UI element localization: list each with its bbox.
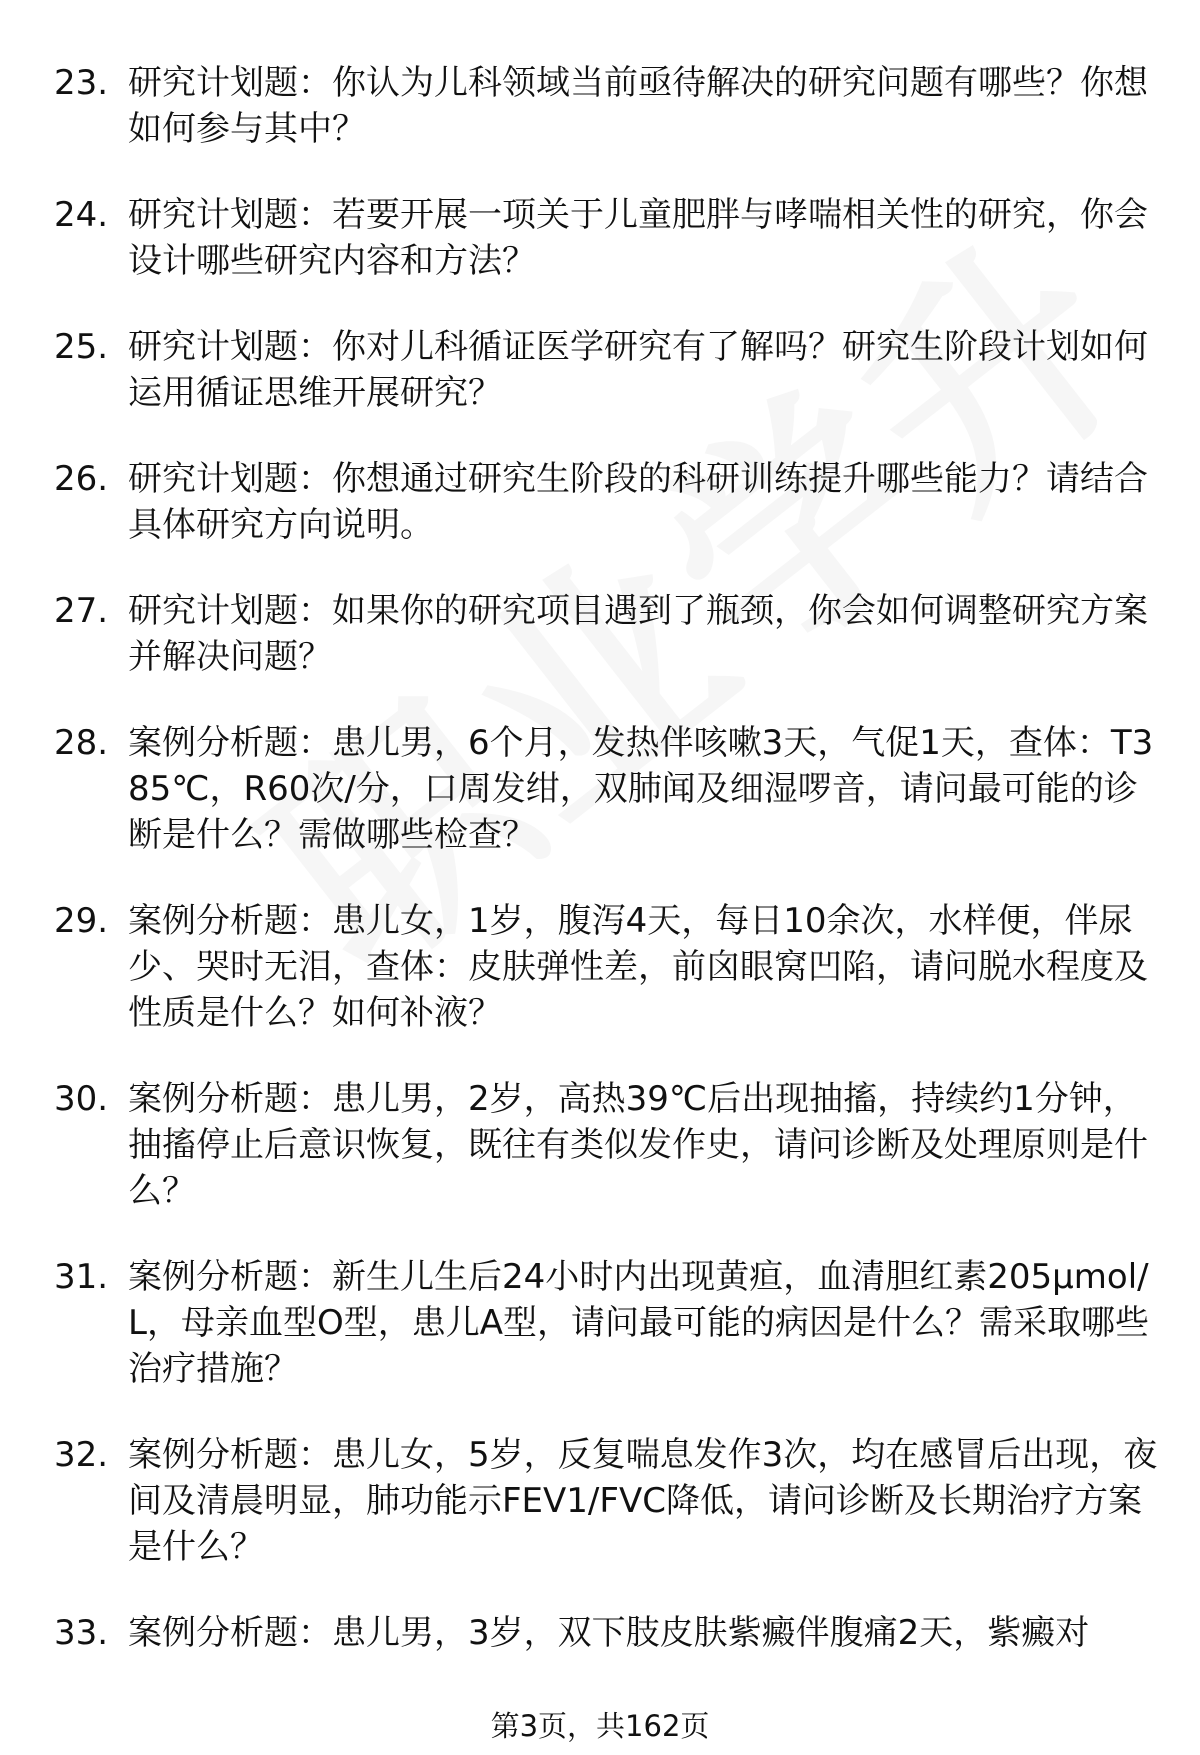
question-text: 案例分析题：患儿男，6个月，发热伴咳嗽3天，气促1天，查体：T385℃，R60次/分，口周发绀，双肺闻及细湿啰音，请问最可能的诊断是什么？需做哪些检查？: [128, 723, 1154, 855]
question-number: 26.: [54, 459, 109, 499]
question-item: [0, 324, 1200, 416]
question-number: 31.: [54, 1257, 109, 1297]
question-text: 研究计划题：若要开展一项关于儿童肥胖与哮喘相关性的研究，你会设计哪些研究内容和方法？: [128, 195, 1148, 281]
question-number: 27.: [54, 591, 109, 631]
question-item: [0, 456, 1200, 548]
question-text: 案例分析题：患儿女，1岁，腹泻4天，每日10余次，水样便，伴尿少、哭时无泪，查体：皮肤弹性差，前囟眼窝凹陷，请问脱水程度及性质是什么？如何补液？: [128, 901, 1148, 1033]
question-text: 案例分析题：新生儿生后24小时内出现黄疸，血清胆红素205μmol/L，母亲血型O型，患儿A型，请问最可能的病因是什么？需采取哪些治疗措施？: [128, 1257, 1149, 1389]
question-list: [0, 60, 1200, 1720]
question-text: 案例分析题：患儿女，5岁，反复喘息发作3次，均在感冒后出现，夜间及清晨明显，肺功能示FEV1/FVC降低，请问诊断及长期治疗方案是什么？: [128, 1435, 1158, 1567]
question-text: 研究计划题：你想通过研究生阶段的科研训练提升哪些能力？请结合具体研究方向说明。: [128, 459, 1148, 545]
question-number: 29.: [54, 901, 109, 941]
question-text: 研究计划题：你认为儿科领域当前亟待解决的研究问题有哪些？你想如何参与其中？: [128, 63, 1148, 149]
question-item: [0, 192, 1200, 284]
question-number: 23.: [54, 63, 109, 103]
question-text: 案例分析题：患儿男，3岁，双下肢皮肤紫癜伴腹痛2天，紫癜对: [128, 1613, 1090, 1653]
question-item: [0, 898, 1200, 1036]
question-item: [0, 1432, 1200, 1570]
question-item: [0, 1610, 1200, 1656]
question-item: [0, 60, 1200, 152]
page-number-footer: 第3页，共162页: [490, 1709, 710, 1743]
question-item: [0, 1076, 1200, 1214]
question-text: 研究计划题：如果你的研究项目遇到了瓶颈，你会如何调整研究方案并解决问题？: [128, 591, 1148, 677]
question-number: 30.: [54, 1079, 109, 1119]
question-item: [0, 1254, 1200, 1392]
question-number: 32.: [54, 1435, 109, 1475]
question-number: 25.: [54, 327, 109, 367]
question-item: [0, 720, 1200, 858]
question-number: 33.: [54, 1613, 109, 1653]
question-text: 研究计划题：你对儿科循证医学研究有了解吗？研究生阶段计划如何运用循证思维开展研究？: [128, 327, 1148, 413]
question-item: [0, 588, 1200, 680]
question-text: 案例分析题：患儿男，2岁，高热39℃后出现抽搐，持续约1分钟，抽搐停止后意识恢复，既往有类似发作史，请问诊断及处理原则是什么？: [128, 1079, 1148, 1211]
question-number: 28.: [54, 723, 109, 763]
question-number: 24.: [54, 195, 109, 235]
